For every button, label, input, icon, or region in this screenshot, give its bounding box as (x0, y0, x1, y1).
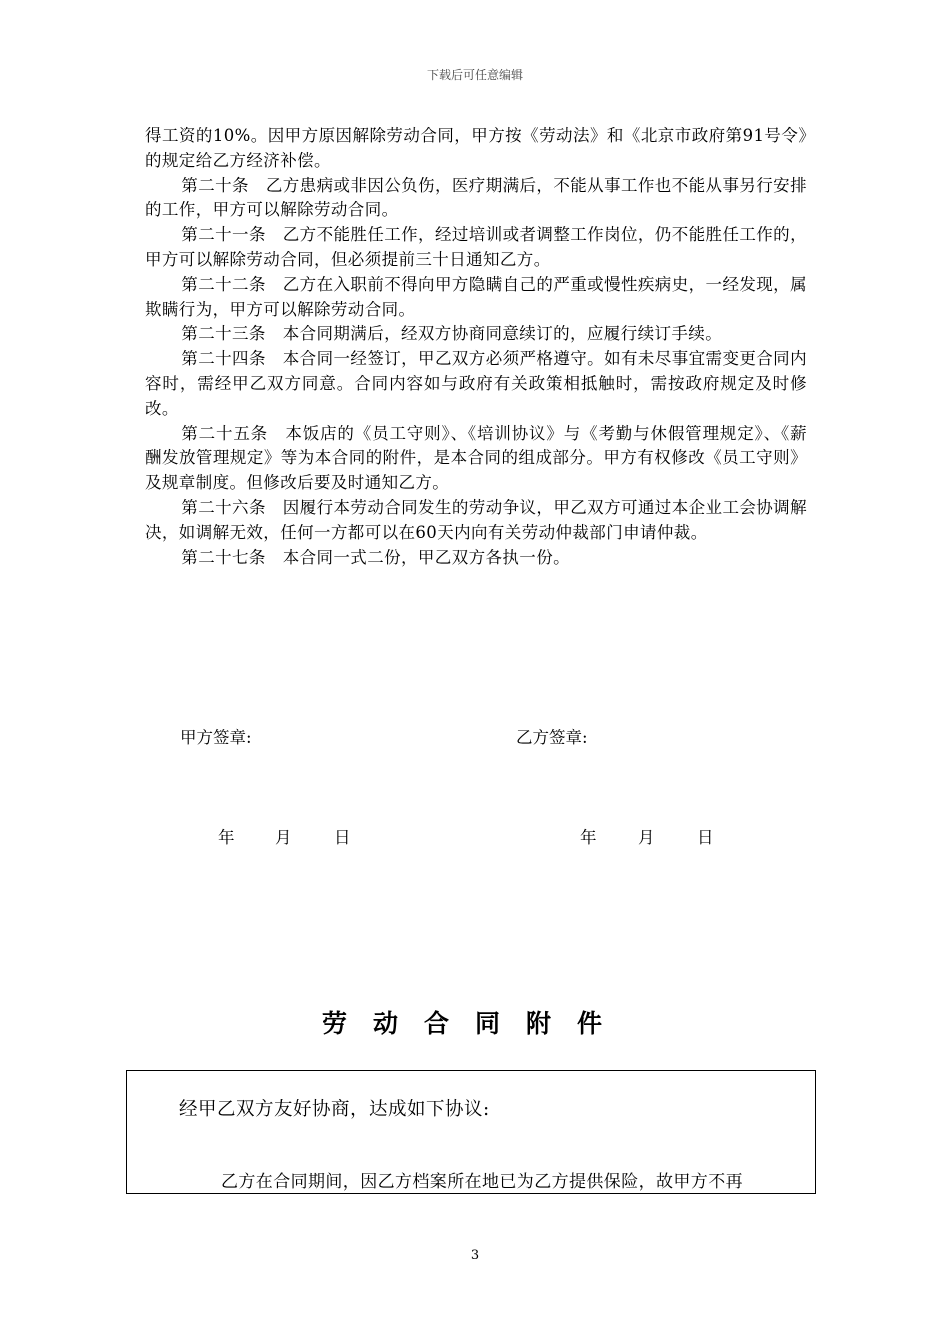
article-21: 第二十一条 乙方不能胜任工作，经过培训或者调整工作岗位，仍不能胜任工作的，甲方可以解除劳动合同，但必须提前三十日通知乙方。 (145, 225, 807, 269)
paragraph: 得工资的10%。因甲方原因解除劳动合同，甲方按《劳动法》和《北京市政府第91号令》的规定给乙方经济补偿。 (145, 126, 807, 170)
annex-clause: 乙方在合同期间，因乙方档案所在地已为乙方提供保险，故甲方不再 (221, 1172, 743, 1192)
month-label: 月 (275, 828, 292, 847)
article-26: 第二十六条 因履行本劳动合同发生的劳动争议，甲乙双方可通过本企业工会协调解决，如调解无效，任何一方都可以在60天内向有关劳动仲裁部门申请仲裁。 (145, 497, 807, 542)
annex-title: 劳动合同附件 (321, 1009, 628, 1038)
article-22: 第二十二条 乙方在入职前不得向甲方隐瞒自己的严重或慢性疾病史，一经发现，属欺瞒行为，甲方可以解除劳动合同。 (145, 274, 807, 319)
month-label: 月 (638, 828, 655, 847)
party-a-signature-label: 甲方签章: (180, 728, 252, 747)
page-number: 3 (470, 1248, 480, 1263)
article-24: 第二十四条 本合同一经签订，甲乙双方必须严格遵守。如有未尽事宜需变更合同内容时，需经甲乙双方同意。合同内容如与政府有关政策相抵触时，需按政府规定及时修改。 (145, 349, 807, 418)
year-label: 年 (580, 828, 597, 847)
day-label: 日 (334, 828, 351, 847)
article-27: 第二十七条 本合同一式二份，甲乙双方各执一份。 (181, 547, 570, 567)
annex-box (126, 1070, 816, 1194)
article-23: 第二十三条 本合同期满后，经双方协商同意续订的，应履行续订手续。 (181, 324, 723, 344)
page-header: 下载后可任意编辑 (426, 68, 523, 82)
annex-intro: 经甲乙双方友好协商，达成如下协议: (179, 1099, 490, 1120)
day-label: 日 (697, 828, 714, 847)
article-25: 第二十五条 本饭店的《员工守则》、《培训协议》与《考勤与休假管理规定》、《薪酬发放管理规定》等为本合同的附件，是本合同的组成部分。甲方有权修改《员工守则》及规章制度。但修改后要及时通知乙方。 (145, 423, 807, 493)
party-b-signature-label: 乙方签章: (516, 728, 588, 747)
year-label: 年 (218, 828, 235, 847)
article-20: 第二十条 乙方患病或非因公负伤，医疗期满后，不能从事工作也不能从事另行安排的工作，甲方可以解除劳动合同。 (145, 175, 807, 220)
contract-body (145, 124, 807, 570)
